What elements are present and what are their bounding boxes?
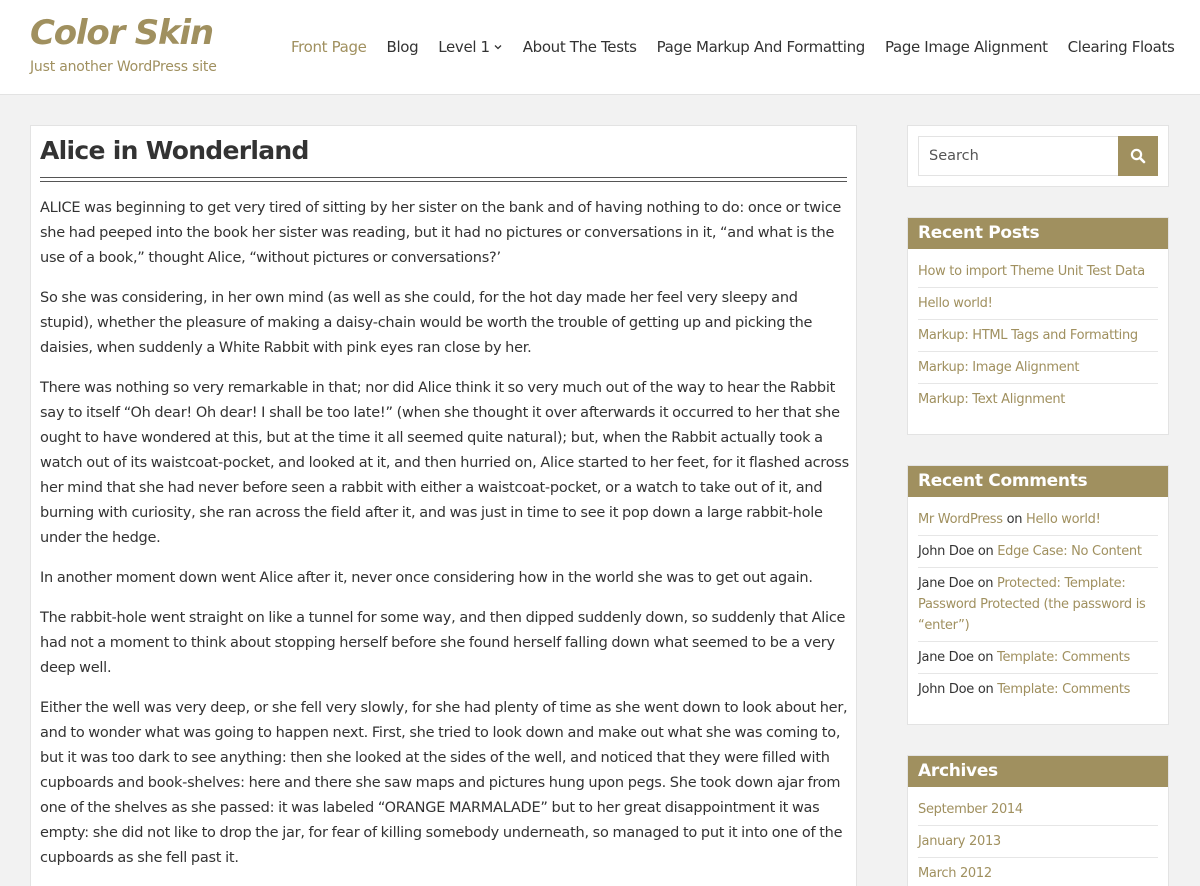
list-item [918,794,1158,826]
article-title: Alice in Wonderland [40,136,309,165]
list-item [918,320,1158,352]
recent-post-link[interactable]: How to import Theme Unit Test Data [918,264,1145,279]
article-paragraph: The rabbit-hole went straight on like a tunnel for some way, and then dipped suddenly down, so suddenly that Alice had not a moment to think about stopping herself before she found herself falling down what seemed to be a very deep well. [40,610,846,676]
nav-item-front-page[interactable]: Front Page [291,38,367,56]
list-item [918,504,1158,536]
recent-posts-widget [907,217,1169,435]
article-paragraph: ALICE was beginning to get very tired of sitting by her sister on the bank and of having nothing to do: once or twice she had peeped into the book her sister was reading, but it had no pictures or conversations in it, “and what is the use of a book,” thought Alice, “without pictures or conversations?’ [40,200,842,266]
list-item [918,568,1158,642]
article-content [40,196,850,886]
article-paragraph: There was nothing so very remarkable in that; nor did Alice think it so very much out of the way to hear the Rabbit say to itself “Oh dear! Oh dear! I shall be too late!” (when she thought it over afterwards it occurred to her that she ought to have wondered at this, but at the time it all seemed quite natural); but, when the Rabbit actually took a watch out of its waistcoat-pocket, and looked at it, and then hurried on, Alice started to her feet, for it flashed across her mind that she had never before seen a rabbit with either a waistcoat-pocket, or a watch to take out of it, and burning with curiosity, she ran across the field after it, and was just in time to see it pop down a large rabbit-hole under the hedge. [40,380,849,546]
comment-post-link[interactable]: Edge Case: No Content [997,544,1142,559]
article-paragraph: Either the well was very deep, or she fell very slowly, for she had plenty of time as she went down to look about her, and to wonder what was going to happen next. First, she tried to look down and make out what she was coming to, but it was too dark to see anything: then she looked at the sides of the well, and noticed that they were filled with cupboards and book-shelves: here and there she saw maps and pictures hung upon pegs. She took down ajar from one of the shelves as she passed: it was labeled “ORANGE MARMALADE” but to her great disappointment it was empty: she did not like to drop the jar, for fear of killing somebody underneath, so managed to put it into one of the cupboards as she fell past it. [40,700,848,866]
comment-post-link[interactable]: Template: Comments [997,650,1130,665]
nav-item-page-markup[interactable]: Page Markup And Formatting [656,38,865,56]
comment-on-text: on [977,544,994,559]
comment-on-text: on [977,682,994,697]
archive-link[interactable]: January 2013 [918,834,1001,849]
archive-link[interactable]: March 2012 [918,866,992,881]
list-item [918,352,1158,384]
comment-author: Jane Doe [918,576,974,591]
search-input[interactable] [918,136,1119,176]
list-item [918,826,1158,858]
site-header [0,0,1200,95]
search-icon [1130,148,1146,164]
comment-on-text: on [1006,512,1023,527]
recent-post-link[interactable]: Markup: HTML Tags and Formatting [918,328,1138,343]
comment-post-link[interactable]: Protected: Template: Password Protected (the password is “enter”) [918,576,1146,633]
archive-link[interactable]: September 2014 [918,802,1023,817]
site-tagline: Just another WordPress site [30,59,217,75]
main-navigation [291,37,1174,57]
recent-post-link[interactable]: Hello world! [918,296,993,311]
comment-post-link[interactable]: Hello world! [1026,512,1101,527]
comment-on-text: on [977,650,994,665]
comment-post-link[interactable]: Template: Comments [997,682,1131,697]
comment-author-link[interactable]: Mr WordPress [918,512,1003,527]
nav-item-level-1-label: Level 1 [438,38,490,56]
list-item [918,384,1158,415]
chevron-down-icon [493,42,503,52]
archives-title: Archives [908,756,1168,787]
recent-comments-list [908,497,1168,711]
list-item [918,256,1158,288]
article [30,125,857,886]
list-item [918,642,1158,674]
comment-on-text: on [977,576,994,591]
recent-post-link[interactable]: Markup: Image Alignment [918,360,1080,375]
search-widget [907,125,1169,187]
nav-item-about-the-tests[interactable]: About The Tests [522,38,637,56]
list-item [918,674,1158,705]
comment-author: Jane Doe [918,650,974,665]
recent-comments-widget [907,465,1169,725]
comment-author: John Doe [918,544,974,559]
recent-comments-title: Recent Comments [908,466,1168,497]
article-paragraph: So she was considering, in her own mind (as well as she could, for the hot day made her feel very sleepy and stupid), whether the pleasure of making a daisy-chain would be worth the trouble of getting up and picking the daisies, when suddenly a White Rabbit with pink eyes ran close by her. [40,290,813,356]
recent-posts-title: Recent Posts [908,218,1168,249]
nav-item-level-1[interactable] [438,38,502,56]
list-item [918,858,1158,886]
nav-item-clearing-floats[interactable]: Clearing Floats [1067,38,1175,56]
recent-posts-list [908,249,1168,421]
title-divider [40,177,847,182]
archives-widget [907,755,1169,886]
nav-item-blog[interactable]: Blog [386,38,419,56]
nav-item-page-image-alignment[interactable]: Page Image Alignment [884,38,1048,56]
site-title-link[interactable]: Color Skin [30,13,213,53]
recent-post-link[interactable]: Markup: Text Alignment [918,392,1066,407]
archives-list [908,787,1168,886]
search-button[interactable] [1118,136,1158,176]
list-item [918,288,1158,320]
article-paragraph: In another moment down went Alice after it, never once considering how in the world she was to get out again. [40,570,813,586]
comment-author: John Doe [918,682,974,697]
list-item [918,536,1158,568]
